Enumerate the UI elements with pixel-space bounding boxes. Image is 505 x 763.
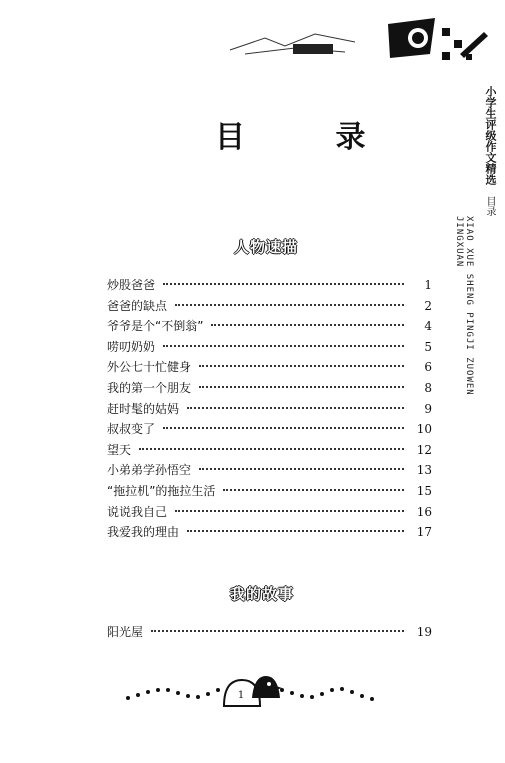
toc-entry-page: 2 bbox=[424, 298, 432, 313]
section-heading: 人物速描 bbox=[234, 238, 299, 256]
dot-leader bbox=[187, 407, 404, 409]
toc-entry[interactable] bbox=[107, 296, 432, 317]
dot-leader bbox=[223, 489, 404, 491]
toc-entry-page: 5 bbox=[424, 339, 432, 354]
toc-entry[interactable] bbox=[107, 316, 432, 337]
toc-entry-title: 说说我自己 bbox=[107, 504, 168, 519]
toc-entry[interactable] bbox=[107, 275, 432, 296]
section-heading: 我的故事 bbox=[230, 585, 295, 603]
toc-entry-title: 爸爸的缺点 bbox=[107, 298, 168, 313]
toc-entry-title: 阳光屋 bbox=[107, 625, 144, 639]
header-banner-decoration bbox=[225, 20, 365, 60]
footer-dotted-wave-decoration bbox=[120, 668, 380, 712]
toc-entry[interactable] bbox=[107, 378, 432, 399]
side-label: 目录 bbox=[484, 196, 495, 216]
toc-entry-title: “拖拉机”的拖拉生活 bbox=[107, 483, 216, 498]
toc-entry-page: 17 bbox=[416, 525, 432, 540]
page-title: 目 录 bbox=[215, 120, 406, 155]
toc-list bbox=[107, 275, 432, 543]
toc-entry-title: 叔叔变了 bbox=[107, 422, 156, 437]
toc-entry-title: 我的第一个朋友 bbox=[107, 380, 192, 395]
penguin-icon bbox=[224, 676, 282, 706]
page-number: 1 bbox=[237, 690, 245, 701]
toc-entry-page: 19 bbox=[416, 625, 432, 639]
dot-leader bbox=[163, 283, 404, 285]
toc-entry-page: 16 bbox=[416, 504, 432, 519]
toc-entry-page: 1 bbox=[424, 278, 432, 292]
dot-leader bbox=[139, 448, 404, 450]
toc-entry[interactable] bbox=[107, 440, 432, 461]
toc-entry[interactable] bbox=[107, 399, 432, 420]
toc-entry[interactable] bbox=[107, 337, 432, 358]
toc-entry-title: 我爱我的理由 bbox=[107, 525, 180, 540]
toc-entry[interactable] bbox=[107, 622, 432, 643]
toc-entry-page: 12 bbox=[416, 442, 432, 457]
toc-entry-page: 15 bbox=[416, 483, 432, 498]
toc-entry[interactable] bbox=[107, 522, 432, 543]
toc-entry-page: 4 bbox=[424, 319, 432, 334]
dot-leader bbox=[211, 324, 404, 326]
toc-entry-page: 10 bbox=[416, 422, 432, 437]
toc-entry[interactable] bbox=[107, 502, 432, 523]
toc-entry-title: 炒股爸爸 bbox=[107, 278, 156, 292]
toc-entry-page: 8 bbox=[424, 380, 432, 395]
toc-entry[interactable] bbox=[107, 357, 432, 378]
series-title: 小学生评级作文精选 bbox=[484, 86, 497, 185]
toc-entry-title: 赶时髦的姑妈 bbox=[107, 401, 180, 416]
dot-leader bbox=[163, 345, 404, 347]
dot-leader bbox=[187, 530, 404, 532]
pencil-emblem-icon bbox=[380, 14, 490, 84]
dot-leader bbox=[199, 468, 404, 470]
toc-entry-title: 望天 bbox=[107, 442, 132, 457]
toc-entry-title: 唠叨奶奶 bbox=[107, 339, 156, 354]
toc-entry[interactable] bbox=[107, 481, 432, 502]
toc-entry[interactable] bbox=[107, 419, 432, 440]
toc-list bbox=[107, 622, 432, 643]
toc-entry-title: 爷爷是个“不倒翁” bbox=[107, 319, 204, 334]
dot-leader bbox=[199, 365, 404, 367]
dot-leader bbox=[175, 510, 404, 512]
toc-entry-page: 6 bbox=[424, 360, 432, 375]
series-latin-title: XIAO XUE SHENG PINGJI ZUOWEN JINGXUAN bbox=[454, 216, 474, 396]
dot-leader bbox=[151, 630, 404, 632]
toc-entry-page: 13 bbox=[416, 463, 432, 478]
toc-entry[interactable] bbox=[107, 460, 432, 481]
toc-entry-title: 小弟弟学孙悟空 bbox=[107, 463, 192, 478]
dot-leader bbox=[163, 427, 404, 429]
dot-leader bbox=[175, 304, 404, 306]
dot-leader bbox=[199, 386, 404, 388]
toc-entry-page: 9 bbox=[424, 401, 432, 416]
toc-entry-title: 外公七十忙健身 bbox=[107, 360, 192, 375]
